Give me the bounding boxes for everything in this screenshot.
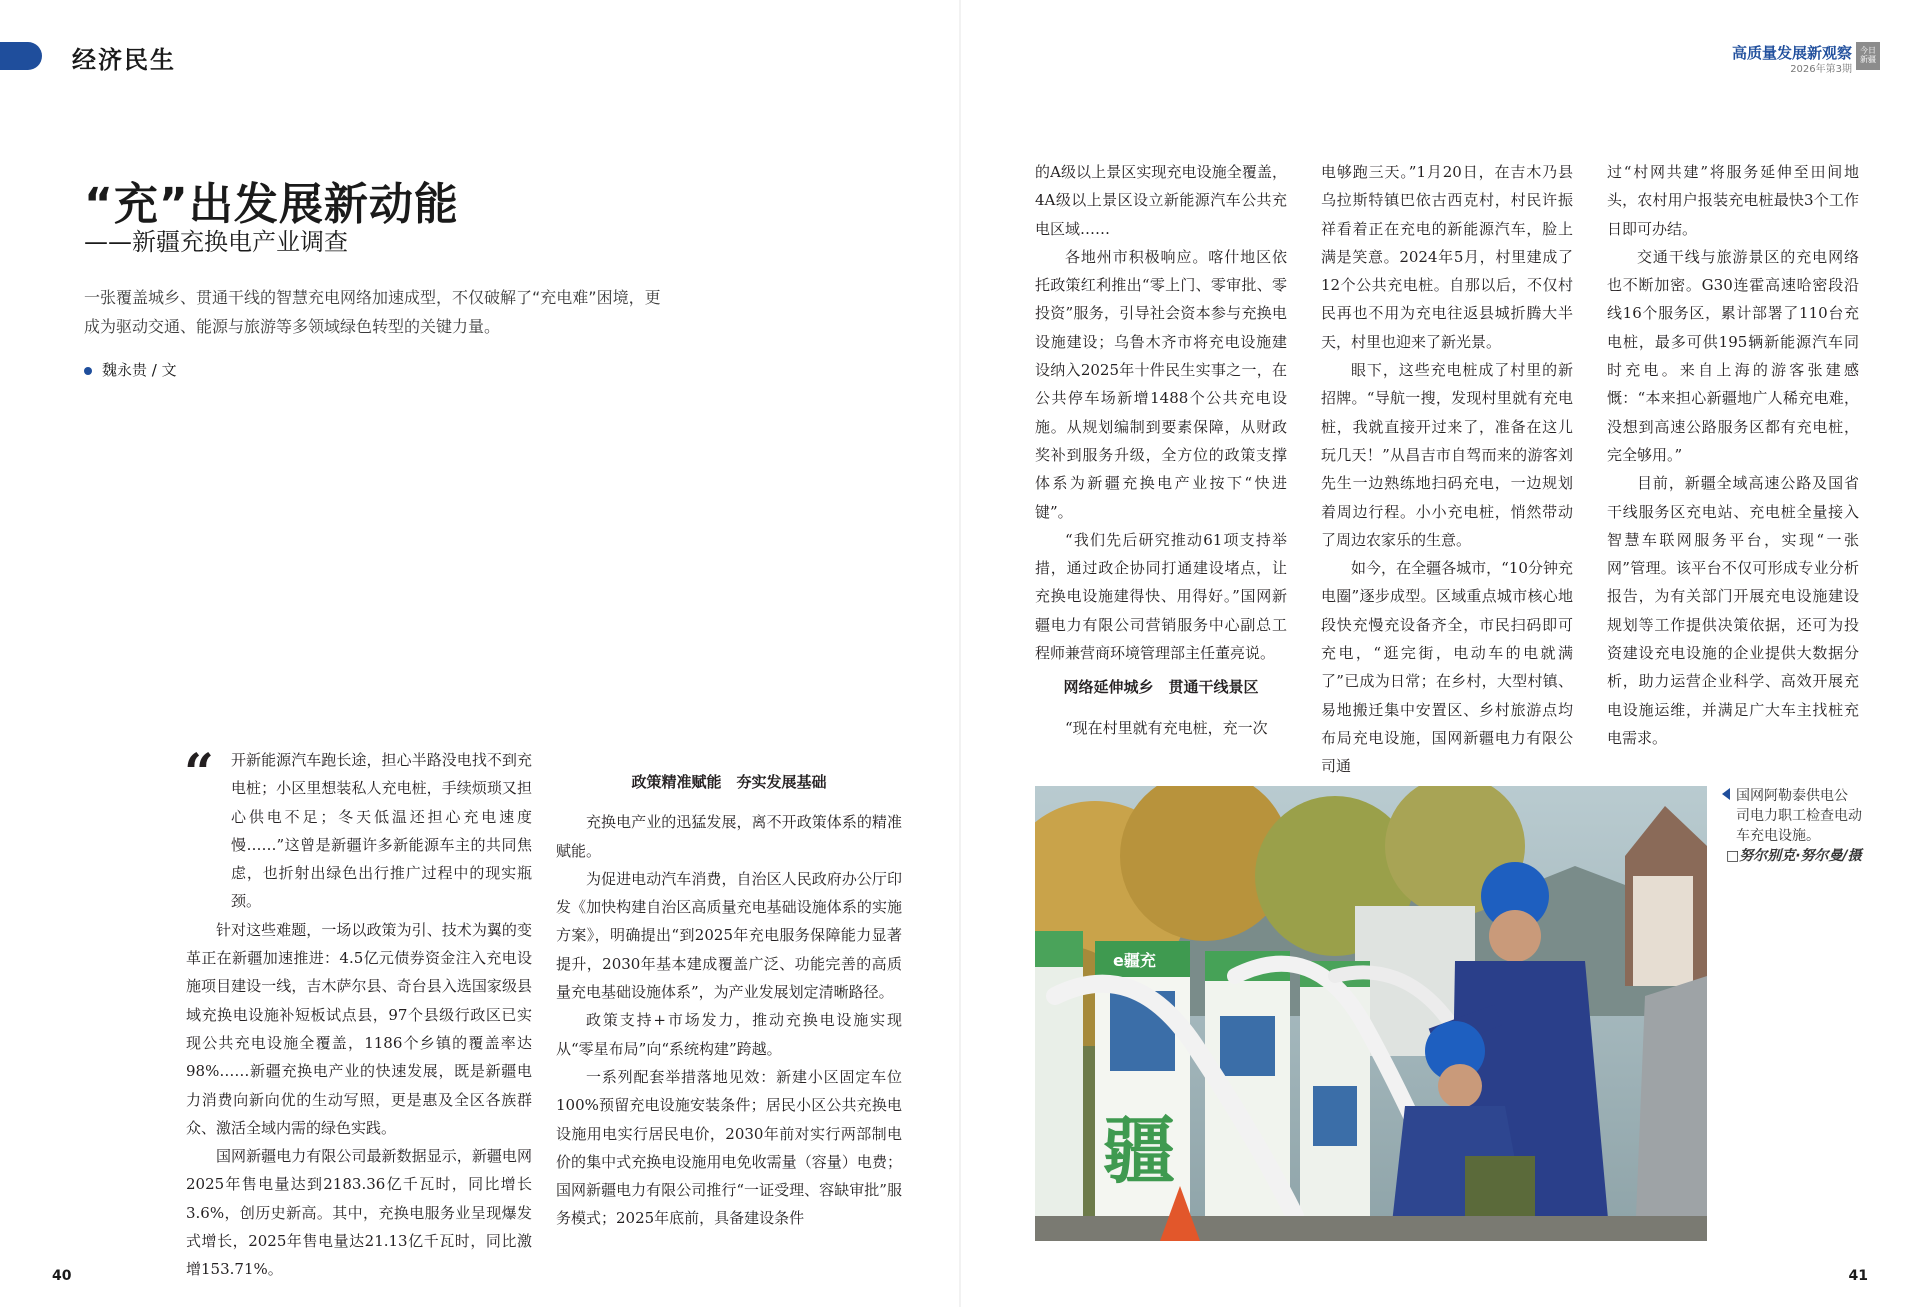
col2-paragraph-1: 充换电产业的迅猛发展，离不开政策体系的精准赋能。	[556, 813, 902, 860]
col2-paragraph-2: 为促进电动汽车消费，自治区人民政府办公厅印发《加快构建自治区高质量充电基础设施体系的实施方案》，明确提出“到2025年充电服务保障能力显著提升，2030年基本建成覆盖广泛、功能完善的高质量充电基础设施体系”，为产业发展划定清晰路径。	[556, 869, 902, 1002]
col4-paragraph-3: 如今，在全疆各城市，“10分钟充电圈”逐步成型。区域重点城市核心地段快充慢充设备齐全，市民扫码即可充电，“逛完街，电动车的电就满了”已成为日常；在乡村，大型村镇、易地搬迁集中安置区、乡村旅游点均布局充电设施，国网新疆电力有限公司通	[1321, 559, 1573, 776]
spread-gutter	[959, 0, 961, 1307]
issue-info: 2026年第3期	[1790, 64, 1852, 75]
body-column-2	[556, 762, 902, 1233]
body-column-3	[1035, 158, 1287, 742]
body-column-5	[1607, 158, 1859, 752]
col5-paragraph-3: 目前，新疆全域高速公路及国省干线服务区充电站、充电桩全量接入智慧车联网服务平台，实现“一张网”管理。该平台不仅可形成专业分析报告，为有关部门开展充电设施建设规划等工作提供决策依据，还可为投资建设充电设施的企业提供大数据分析，助力运营企业科学、高效开展充电设施运维，并满足广大车主找桩充电需求。	[1607, 474, 1859, 747]
caption-line-2: 司电力职工检查电动	[1736, 808, 1862, 824]
col3-paragraph-3: “我们先后研究推动61项支持举措，通过政企协同打通建设堵点，让充换电设施建得快、用得好。”国网新疆电力有限公司营销服务中心副总工程师兼营商环境管理部主任董亮说。	[1035, 530, 1287, 663]
body-column-4	[1321, 158, 1573, 781]
byline	[84, 359, 177, 380]
badge-line1: 今日	[1860, 46, 1876, 55]
col3-paragraph-4: “现在村里就有充电桩，充一次	[1065, 718, 1268, 737]
col2-paragraph-4: 一系列配套举措落地见效：新建小区固定车位100%预留充电设施安装条件；居民小区公共充换电设施用电实行居民电价，2030年前对实行两部制电价的集中式充换电设施用电免收需量（容量）电费；国网新疆电力有限公司推行“一证受理、容缺审批”服务模式；2025年底前，具备建设条件	[556, 1067, 902, 1228]
byline-bullet-icon	[84, 367, 92, 375]
page-number-right: 41	[1848, 1268, 1868, 1284]
caption-line-3: 车充电设施。	[1736, 828, 1820, 844]
article-title: “充”出发展新动能	[84, 179, 459, 230]
col5-paragraph-1: 过“村网共建”将服务延伸至田间地头，农村用户报装充电桩最快3个工作日即可办结。	[1607, 163, 1859, 238]
col2-section-heading: 政策精准赋能 夯实发展基础	[631, 773, 827, 791]
section-tab-marker	[0, 42, 42, 70]
col3-paragraph-1: 的A级以上景区实现充电设施全覆盖，4A级以上景区设立新能源汽车公共充电区域……	[1035, 163, 1287, 238]
station-glyph: 疆	[1103, 1109, 1176, 1193]
col1-paragraph-3: 国网新疆电力有限公司最新数据显示，新疆电网2025年售电量达到2183.36亿千瓦时，同比增长3.6%，创历史新高。其中，充换电服务业呈现爆发式增长，2025年售电量达21.13亿千瓦时，同比激增153.71%。	[186, 1147, 532, 1279]
series-title: 高质量发展新观察	[1731, 44, 1852, 62]
magazine-logo-badge	[1856, 42, 1880, 70]
col3-section-heading: 网络延伸城乡 贯通干线景区	[1063, 678, 1259, 697]
col1-paragraph-1: 开新能源汽车跑长途，担心半路没电找不到充电桩；小区里想装私人充电桩，手续烦琐又担心供电不足；冬天低温还担心充电速度慢……”这曾是新疆许多新能源车主的共同焦虑，也折射出绿色出行推广过程中的现实瓶颈。	[231, 751, 532, 911]
badge-line2: 新疆	[1860, 55, 1876, 64]
col2-paragraph-3: 政策支持+市场发力，推动充换电设施实现从“零星布局”向“系统构建”跨越。	[556, 1011, 902, 1058]
col5-paragraph-2: 交通干线与旅游景区的充电网络也不断加密。G30连霍高速哈密段沿线16个服务区，累计部署了110台充电桩，最多可供195辆新能源汽车同时充电。来自上海的游客张建感慨：“本来担心新疆地广人稀充电难，没想到高速公路服务区都有充电桩，完全够用。”	[1607, 247, 1859, 464]
charging-station-photo	[1035, 786, 1707, 1241]
col1-paragraph-2: 针对这些难题，一场以政策为引、技术为翼的变革正在新疆加速推进：4.5亿元债券资金注入充电设施项目建设一线，吉木萨尔县、奇台县入选国家级县域充换电设施补短板试点县，97个县级行政区已实现公共充电设施全覆盖，1186个乡镇的覆盖率达98%……新疆充换电产业的快速发展，既是新疆电力消费向新向优的生动写照，更是惠及全区各族群众、激活全域内需的绿色实践。	[186, 920, 532, 1137]
body-column-1	[184, 743, 532, 1284]
station-brand-label: e疆充	[1113, 951, 1156, 970]
col4-paragraph-2: 眼下，这些充电桩成了村里的新招牌。“导航一搜，发现村里就有充电桩，我就直接开过来了，准备在这儿玩几天！”从昌吉市自驾而来的游客刘先生一边熟练地扫码充电，一边规划着周边行程。小小充电桩，悄然带动了周边农家乐的生意。	[1321, 361, 1573, 549]
article-lead: 一张覆盖城乡、贯通干线的智慧充电网络加速成型，不仅破解了“充电难”困境，更成为驱动交通、能源与旅游等多领域绿色转型的关键力量。	[84, 288, 661, 336]
page-number-left: 40	[52, 1268, 72, 1284]
pull-quote-mark-icon: “	[184, 743, 214, 804]
photo-credit: □努尔别克·努尔曼/摄	[1726, 848, 1862, 864]
photo-illustration	[1035, 786, 1707, 1241]
section-name: 经济民生	[72, 45, 176, 74]
byline-text: 魏永贵 / 文	[102, 361, 177, 379]
caption-line-1: 国网阿勒泰供电公	[1736, 788, 1848, 804]
col3-paragraph-2: 各地州市积极响应。喀什地区依托政策红利推出“零上门、零审批、零投资”服务，引导社会资本参与充换电设施建设；乌鲁木齐市将充电设施建设纳入2025年十件民生实事之一，在公共停车场新增1488个公共充电设施。从规划编制到要素保障，从财政奖补到服务升级，全方位的政策支撑体系为新疆充换电产业按下“快进键”。	[1035, 247, 1287, 521]
col4-paragraph-1: 电够跑三天。”1月20日，在吉木乃县乌拉斯特镇巴依古西克村，村民许振祥看着正在充电的新能源汽车，脸上满是笑意。2024年5月，村里建成了12个公共充电桩。自那以后，不仅村民再也不用为充电往返县城折腾大半天，村里也迎来了新光景。	[1321, 163, 1573, 351]
photo-caption	[1726, 786, 1898, 846]
article-subtitle: ——新疆充换电产业调查	[84, 228, 348, 256]
